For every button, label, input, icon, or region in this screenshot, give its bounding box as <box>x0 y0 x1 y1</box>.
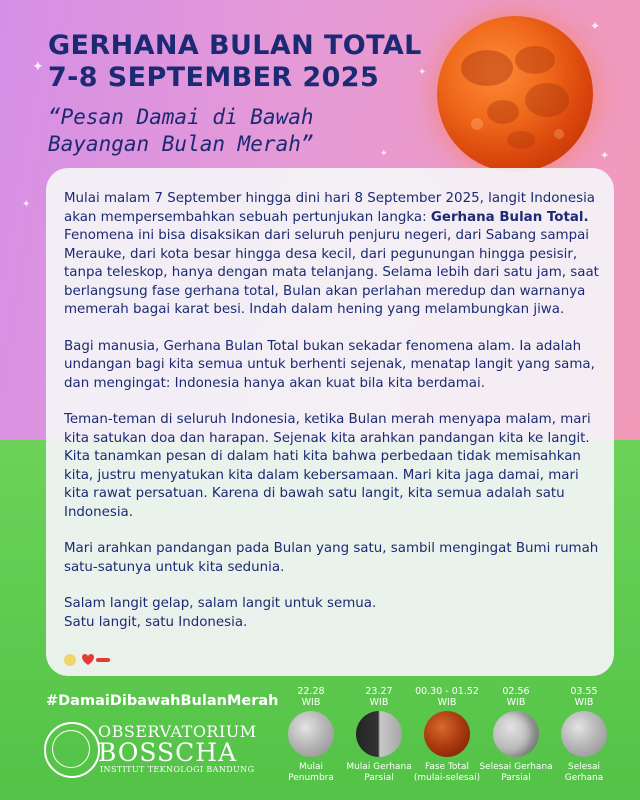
phase-4: 02.56 WIB Selesai Gerhana Parsial <box>479 686 553 783</box>
phase-1: 22.28 WIB Mulai Penumbra <box>288 686 334 783</box>
hashtag: #DamaiDibawahBulanMerah <box>46 693 279 709</box>
closing-line-2: Satu langit, satu Indonesia. <box>64 614 248 630</box>
org-name-line-2: BOSSCHA <box>98 738 238 767</box>
moon-total-eclipse-icon <box>424 711 470 757</box>
sparkle-icon: ✦ <box>22 199 31 210</box>
page-title <box>48 30 422 94</box>
moon-full-grey-icon <box>561 711 607 757</box>
phase-5: 03.55 WIB Selesai Gerhana <box>546 686 622 783</box>
moon-partial-eclipse-icon <box>356 711 402 757</box>
message-body <box>64 190 604 632</box>
subtitle-line-1: “Pesan Damai di Bawah <box>48 105 314 129</box>
moon-craters <box>437 16 593 172</box>
paragraph-1: Mulai malam 7 September hingga dini hari 8 September 2025, langit Indonesia akan mempersembahkan sebuah pertunjukan langka: Gerhana Bulan Total. Fenomena ini bisa disaksikan dari seluruh penjuru negeri, dari Sabang sampai Merauke, dari kota besar hingga desa kecil, dari pegunungan hingga pesisir, tanpa teleskop, hanya dengan mata telanjang. Selama lebih dari satu jam, saat berlangsung fase gerhana total, Bulan akan perlahan meredup dan warnanya memerah bagai karat besi. Indah dalam hening yang melambungkan jiwa. <box>64 191 599 317</box>
blood-moon-image <box>437 16 593 172</box>
heart-decoration-icon <box>64 653 112 667</box>
sparkle-icon: ✦ <box>32 59 44 75</box>
title-line-1: GERHANA BULAN TOTAL <box>48 30 422 61</box>
sparkle-icon: ✦ <box>600 149 610 162</box>
subtitle <box>48 104 314 158</box>
org-name-line-3: INSTITUT TEKNOLOGI BANDUNG <box>100 765 255 774</box>
title-line-2: 7-8 SEPTEMBER 2025 <box>48 62 380 93</box>
org-name-line-1: OBSERVATORIUM <box>98 722 257 741</box>
subtitle-line-2: Bayangan Bulan Merah” <box>48 132 314 156</box>
paragraph-2: Bagi manusia, Gerhana Bulan Total bukan sekadar fenomena alam. Ia adalah undangan bagi kita semua untuk berhenti sejenak, menatap langit yang sama, dan mengingat: Indonesia hanya akan kuat bila kita berdamai. <box>64 338 595 391</box>
sparkle-icon: ✦ <box>418 67 427 78</box>
phase-2: 23.27 WIB Mulai Gerhana Parsial <box>346 686 412 783</box>
sparkle-icon: ✦ <box>380 149 388 159</box>
phase-3: 00.30 - 01.52 WIB Fase Total (mulai-selesai) <box>413 686 481 783</box>
moon-partial-ending-icon <box>493 711 539 757</box>
moon-full-grey-icon <box>288 711 334 757</box>
paragraph-3: Teman-teman di seluruh Indonesia, ketika Bulan merah menyapa malam, mari kita satukan doa dan harapan. Sejenak kita arahkan pandangan kita ke langit. Kita tanamkan pesan di dalam hati kita bahwa perbedaan tidak memisahkan kita, justru menyatukan kita dalam kebersamaan. Mari kita jaga damai, mari kita rawat persatuan. Karena di bawah satu langit, kita semua adalah satu Indonesia. <box>64 412 591 520</box>
bosscha-logo-icon <box>44 722 100 778</box>
paragraph-4: Mari arahkan pandangan pada Bulan yang satu, sambil mengingat Bumi rumah satu-satunya untuk kita sedunia. <box>64 541 599 575</box>
sparkle-icon: ✦ <box>590 19 601 33</box>
closing-line-1: Salam langit gelap, salam langit untuk semua. <box>64 596 377 611</box>
highlight-text: Gerhana Bulan Total. <box>430 209 589 225</box>
